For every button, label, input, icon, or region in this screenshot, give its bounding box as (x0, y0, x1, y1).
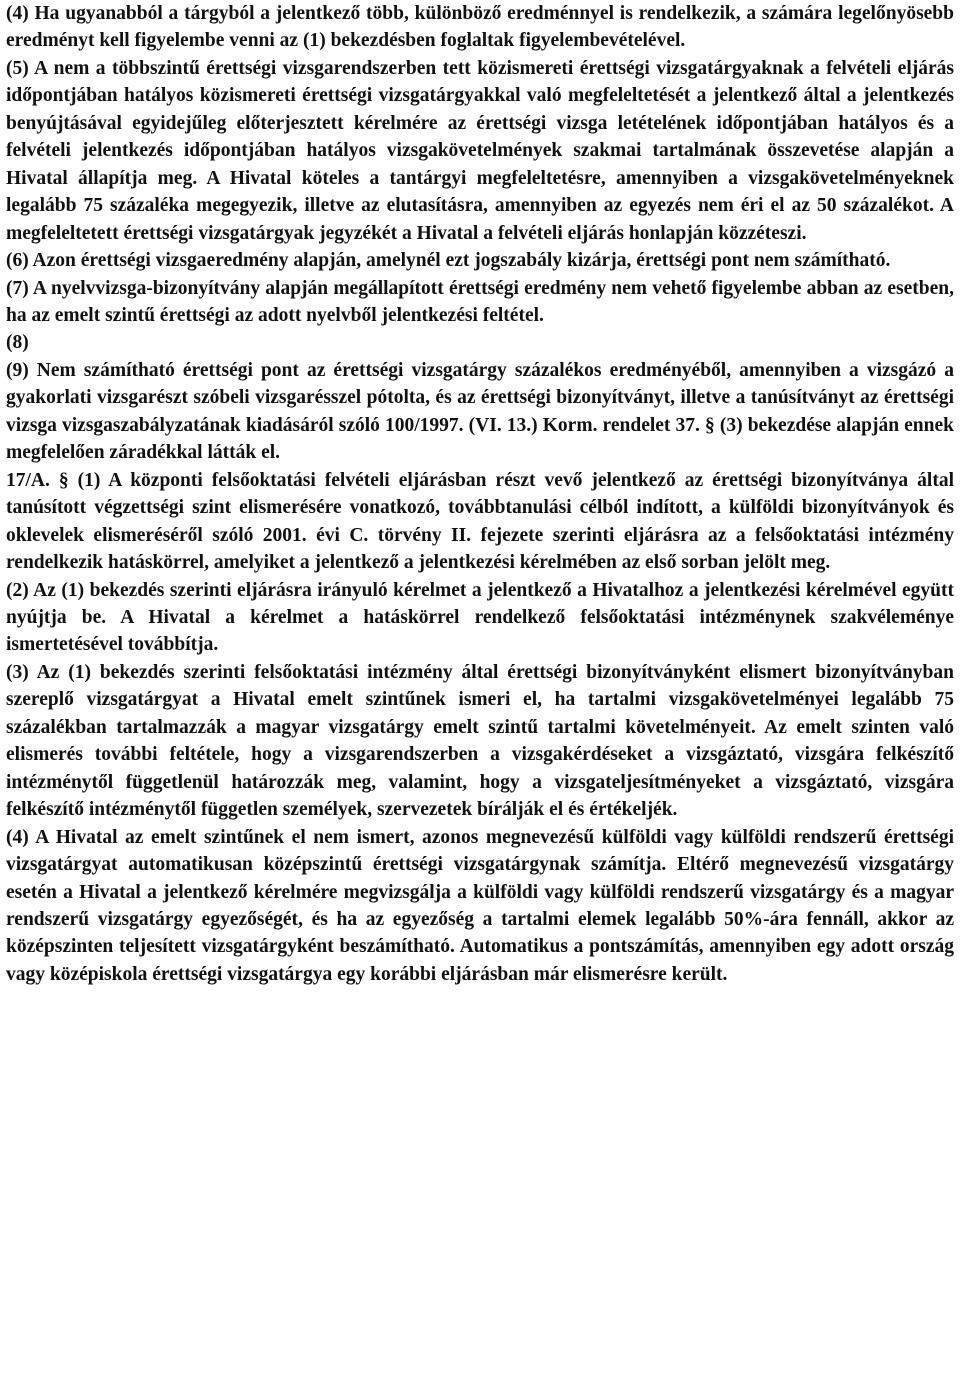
paragraph-text: (5) A nem a többszintű érettségi vizsgarendszerben tett közismereti érettségi vizsgatárgyaknak a felvételi eljárás időpontjában hatályos közismereti érettségi vizsgatárgyakkal való megfeleltetését a jelentkező által a jelentkezés benyújtásával egyidejűleg előterjesztett kérelmére az érettségi vizsga letételének időpontjában hatályos és a felvételi jelentkezés időpontjában hatályos vizsgakövetelmények szakmai tartalmának összevetése alapján a Hivatal állapítja meg. A Hivatal köteles a tantárgyi megfeleltetésre, amennyiben a vizsgakövetelményeknek legalább 75 százaléka megegyezik, illetve az elutasításra, amennyiben az egyezés nem éri el az 50 százalékot. A megfeleltetett érettségi vizsgatárgyak jegyzékét a Hivatal a felvételi eljárás honlapján közzéteszi. (6, 57, 954, 244)
section-17a-paragraph-1 (6, 467, 954, 577)
section-17a-paragraph-3 (6, 659, 954, 824)
paragraph-8 (6, 329, 954, 356)
paragraph-text: (6) Azon érettségi vizsgaeredmény alapján, amelynél ezt jogszabály kizárja, érettségi pont nem számítható. (6, 250, 891, 272)
section-17a-paragraph-2 (6, 577, 954, 659)
paragraph-text: (4) A Hivatal az emelt szintűnek el nem ismert, azonos megnevezésű külföldi vagy külföldi rendszerű érettségi vizsgatárgyat automatikusan középszintű érettségi vizsgatárgynak számítja. Eltérő megnevezésű vizsgatárgy esetén a Hivatal a jelentkező kérelmére megvizsgálja a külföldi vagy külföldi rendszerű vizsgatárgy és a magyar rendszerű vizsgatárgy egyezőségét, és ha az egyezőség a tartalmi elemek legalább 50%-ára fennáll, akkor az középszinten teljesített vizsgatárgyként beszámítható. Automatikus a pontszámítás, amennyiben egy adott ország vagy középiskola érettségi vizsgatárgya egy korábbi eljárásban már elismerésre került. (6, 826, 954, 985)
paragraph-9 (6, 357, 954, 467)
paragraph-6 (6, 247, 954, 274)
section-17a-paragraph-4 (6, 824, 954, 989)
paragraph-text: (2) Az (1) bekezdés szerinti eljárásra irányuló kérelmet a jelentkező a Hivatalhoz a jelentkezési kérelmével együtt nyújtja be. A Hivatal a kérelmet a hatáskörrel rendelkező felsőoktatási intézménynek szakvéleménye ismertetésével továbbítja. (6, 579, 954, 656)
paragraph-4 (6, 0, 954, 55)
document-page (6, 0, 954, 988)
paragraph-text: (3) Az (1) bekezdés szerinti felsőoktatási intézmény által érettségi bizonyítványként elismert bizonyítványban szereplő vizsgatárgyat a Hivatal emelt szintűnek ismeri el, ha tartalmi vizsgakövetelményei legalább 75 százalékban tartalmazzák a magyar vizsgatárgy emelt szintű tartalmi követelményeit. Az emelt szinten való elismerés további feltétele, hogy a vizsgarendszerben a vizsgakérdéseket a vizsgáztató, vizsgára felkészítő intézménytől függetlenül határozzák meg, valamint, hogy a vizsgateljesítményeket a vizsgáztató, vizsgára felkészítő intézménytől független személyek, szervezetek bírálják el és értékeljék. (6, 661, 954, 821)
paragraph-text: (4) Ha ugyanabból a tárgyból a jelentkező több, különböző eredménnyel is rendelkezik, a számára legelőnyösebb eredményt kell figyelembe venni az (1) bekezdésben foglaltak figyelembevételével. (6, 3, 954, 52)
paragraph-text: 17/A. § (1) A központi felsőoktatási felvételi eljárásban részt vevő jelentkező az érettségi bizonyítványa által tanúsított végzettségi szint elismerésére vonatkozó, továbbtanulási célból indított, a külföldi bizonyítványok és oklevelek elismeréséről szóló 2001. évi C. törvény II. fejezete szerinti eljárásra az a felsőoktatási intézmény rendelkezik hatáskörrel, amelyiket a jelentkező a jelentkezési kérelmében az első sorban jelölt meg. (6, 469, 954, 574)
paragraph-7 (6, 275, 954, 330)
paragraph-text: (8) (6, 332, 29, 354)
paragraph-text: (9) Nem számítható érettségi pont az érettségi vizsgatárgy százalékos eredményéből, amennyiben a vizsgázó a gyakorlati vizsgarészt szóbeli vizsgarésszel pótolta, és az érettségi bizonyítványt, illetve a tanúsítványt az érettségi vizsga vizsgaszabályzatának kiadásáról szóló 100/1997. (VI. 13.) Korm. rendelet 37. § (3) bekezdése alapján ennek megfelelően záradékkal látták el. (6, 359, 954, 464)
paragraph-text: (7) A nyelvvizsga-bizonyítvány alapján megállapított érettségi eredmény nem vehető figyelembe abban az esetben, ha az emelt szintű érettségi az adott nyelvből jelentkezési feltétel. (6, 277, 954, 326)
paragraph-5 (6, 55, 954, 247)
